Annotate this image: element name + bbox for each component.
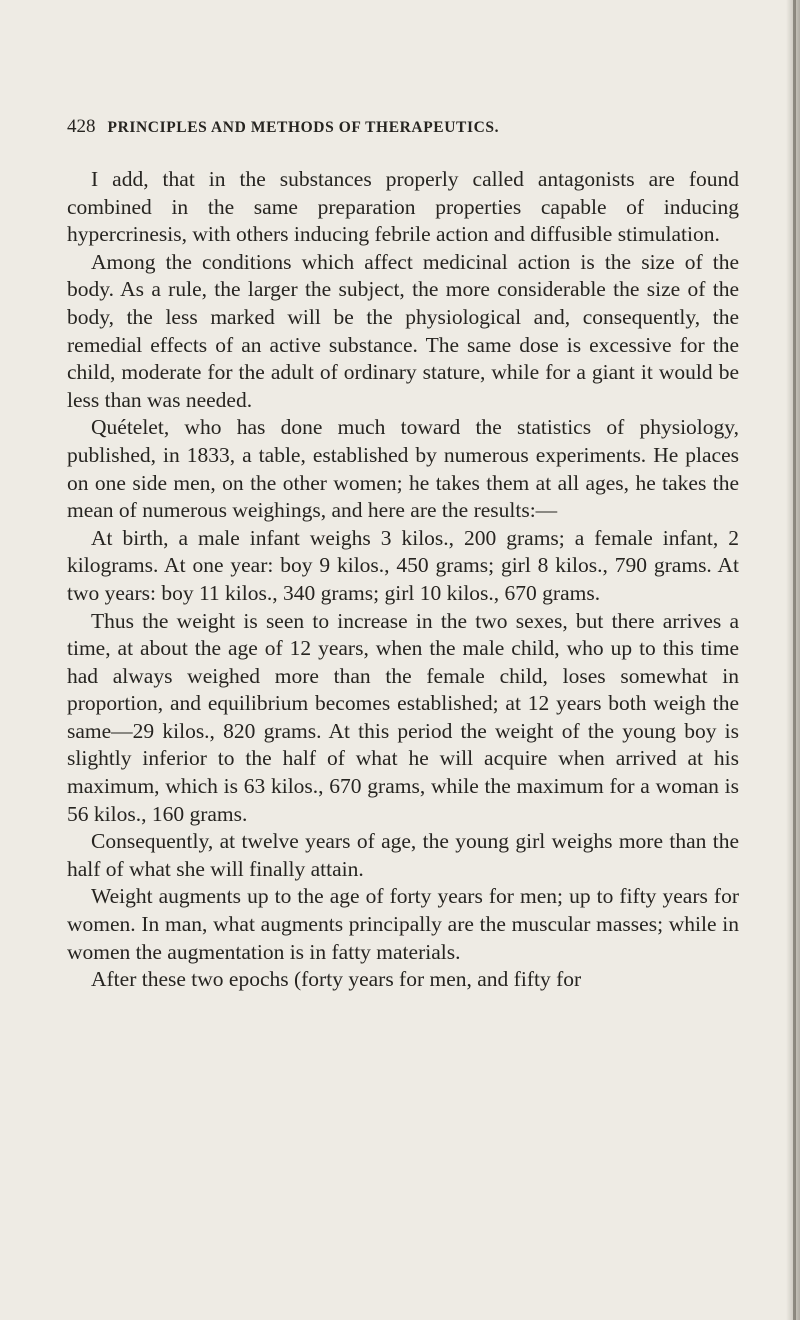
paragraph: After these two epochs (forty years for men, and fifty for bbox=[91, 967, 582, 992]
body-text bbox=[67, 166, 739, 994]
page-number: 428 bbox=[67, 116, 96, 137]
paragraph: Weight augments up to the age of forty years for men; up to fifty years for women. In man, what augments principally are the muscular masses; while in women the augmentation is in fatty materials. bbox=[67, 884, 739, 964]
paragraph: Consequently, at twelve years of age, the young girl weighs more than the half of what she will finally attain. bbox=[67, 829, 739, 881]
page-edge-line bbox=[793, 0, 796, 1320]
running-title: PRINCIPLES AND METHODS OF THERAPEUTICS. bbox=[107, 119, 500, 136]
paragraph: Among the conditions which affect medicinal action is the size of the body. As a rule, the larger the subject, the more considerable the size of the body, the less marked will be the physiological and, consequently, the remedial effects of an active substance. The same dose is excessive for the child, moderate for the adult of ordinary stature, while for a giant it would be less than was needed. bbox=[67, 249, 739, 412]
page-header bbox=[67, 116, 737, 138]
paragraph: Quételet, who has done much toward the statistics of physiology, published, in 1833, a table, established by numerous experiments. He places on one side men, on the other women; he takes them at all ages, he takes the mean of numerous weighings, and here are the results:— bbox=[67, 415, 739, 523]
paragraph: Thus the weight is seen to increase in the two sexes, but there arrives a time, at about the age of 12 years, when the male child, who up to this time had always weighed more than the female child, loses somewhat in proportion, and equilibrium becomes established; at 12 years both weigh the same—29 kilos., 820 grams. At this period the weight of the young boy is slightly inferior to the half of what he will acquire when arrived at his maximum, which is 63 kilos., 670 grams, while the maximum for a woman is 56 kilos., 160 grams. bbox=[67, 608, 739, 826]
paragraph: I add, that in the substances properly called antagonists are found combined in the same preparation properties capable of inducing hypercrinesis, with others inducing febrile action and diffusible stimulation. bbox=[67, 167, 739, 247]
paragraph: At birth, a male infant weighs 3 kilos., 200 grams; a female infant, 2 kilograms. At one year: boy 9 kilos., 450 grams; girl 8 kilos., 790 grams. At two years: boy 11 kilos., 340 grams; girl 10 kilos., 670 grams. bbox=[67, 525, 739, 605]
